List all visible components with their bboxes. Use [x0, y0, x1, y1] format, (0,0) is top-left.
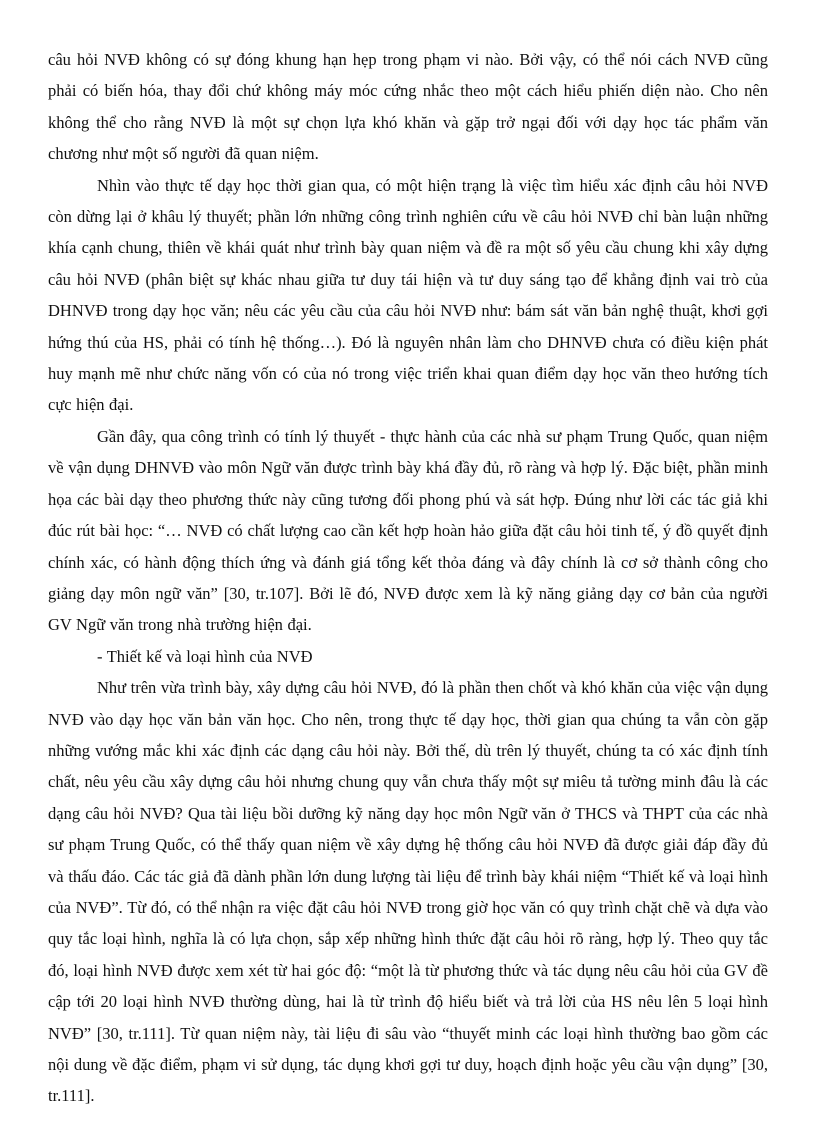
- paragraph-chinese-pedagogy: Gần đây, qua công trình có tính lý thuyết - thực hành của các nhà sư phạm Trung Quốc, quan niệm về vận dụng DHNVĐ vào môn Ngữ văn được trình bày khá đầy đủ, rõ ràng và hợp lý. Đặc biệt, phần minh họa các bài dạy theo phương thức này cũng tương đối phong phú và sát hợp. Đúng như lời các tác giả khi đúc rút bài học: “… NVĐ có chất lượng cao cần kết hợp hoàn hảo giữa đặt câu hỏi tinh tế, ý đồ quyết định chính xác, có hành động thích ứng và đánh giá tổng kết thỏa đáng và đây chính là cơ sở thành công cho giảng dạy môn ngữ văn” [30, tr.107]. Bởi lẽ đó, NVĐ được xem là kỹ năng giảng dạy cơ bản của người GV Ngữ văn trong nhà trường hiện đại.: [48, 426, 768, 635]
- paragraph-question-types: Như trên vừa trình bày, xây dựng câu hỏi NVĐ, đó là phần then chốt và khó khăn của việc vận dụng NVĐ vào dạy học văn bản văn học. Cho nên, trong thực tế dạy học, thời gian qua chúng ta vẫn còn gặp những vướng mắc khi xác định các dạng câu hỏi này. Bởi thế, dù trên lý thuyết, chúng ta có xác định tính chất, nêu yêu cầu xây dựng câu hỏi nhưng chung quy vẫn chưa thấy một sự miêu tả tường minh đâu là các dạng câu hỏi NVĐ? Qua tài liệu bồi dưỡng kỹ năng dạy học môn Ngữ văn ở THCS và THPT của các nhà sư phạm Trung Quốc, có thể thấy quan niệm về xây dựng hệ thống câu hỏi NVĐ đã được giải đáp đầy đủ và thấu đáo. Các tác giả đã dành phần lớn dung lượng tài liệu để trình bày khái niệm “Thiết kế và loại hình của NVĐ”. Từ đó, có thể nhận ra việc đặt câu hỏi NVĐ trong giờ học văn có quy trình chặt chẽ và dựa vào quy tắc loại hình, nghĩa là có lựa chọn, sắp xếp những hình thức đặt câu hỏi rõ ràng, hợp lý. Theo quy tắc đó, loại hình NVĐ được xem xét từ hai góc độ: “một là từ phương thức và tác dụng nêu câu hỏi của GV đề cập tới 20 loại hình NVĐ thường dùng, hai là từ trình độ hiểu biết và trả lời của HS nêu lên 5 loại hình NVĐ” [30, tr.111]. Từ quan niệm này, tài liệu đi sâu vào “thuyết minh các loại hình thường bao gồm các nội dung về đặc điểm, phạm vi sử dụng, tác dụng khơi gợi tư duy, hoạch định hoặc yêu cầu vận dụng” [30, tr.111].: [48, 678, 768, 1106]
- section-heading-design-and-types: - Thiết kế và loại hình của NVĐ: [97, 646, 313, 666]
- paragraph-continuation: câu hỏi NVĐ không có sự đóng khung hạn hẹp trong phạm vi nào. Bởi vậy, có thể nói cách NVĐ cũng phải có biến hóa, thay đổi chứ không máy móc cứng nhắc theo một cách hiểu phiến diện nào. Cho nên không thể cho rằng NVĐ là một sự chọn lựa khó khăn và gặp trở ngại đối với dạy học tác phẩm văn chương như một số người đã quan niệm.: [48, 50, 768, 164]
- paragraph-current-state: Nhìn vào thực tế dạy học thời gian qua, có một hiện trạng là việc tìm hiểu xác định câu hỏi NVĐ còn dừng lại ở khâu lý thuyết; phần lớn những công trình nghiên cứu về câu hỏi NVĐ chỉ bàn luận những khía cạnh chung, thiên về khái quát như trình bày quan niệm và đề ra một số yêu cầu chung khi xây dựng câu hỏi NVĐ (phân biệt sự khác nhau giữa tư duy tái hiện và tư duy sáng tạo để khẳng định vai trò của DHNVĐ trong dạy học văn; nêu các yêu cầu của câu hỏi NVĐ như: bám sát văn bản nghệ thuật, khơi gợi hứng thú của HS, phải có tính hệ thống…). Đó là nguyên nhân làm cho DHNVĐ chưa có điều kiện phát huy mạnh mẽ như chức năng vốn có của nó trong việc triển khai quan điểm dạy học văn theo hướng tích cực hiện đại.: [48, 175, 768, 415]
- document-page: [48, 44, 768, 1112]
